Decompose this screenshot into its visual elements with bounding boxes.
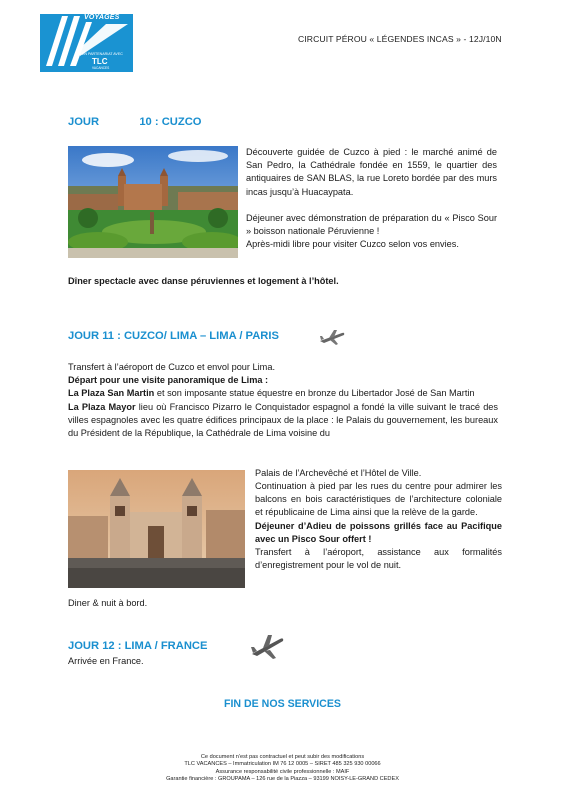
footer-line4: Garantie financière : GROUPAMA – 126 rue de la Piazza – 93199 NOISY-LE-GRAND CEDEX: [166, 776, 399, 783]
day11-night: Diner & nuit à bord.: [68, 598, 148, 608]
plaza-mayor-tail: Palais de l’Archevêché et l’Hôtel de Ville.: [255, 468, 422, 478]
footer: [0, 754, 565, 784]
end-of-services: FIN DE NOS SERVICES: [224, 698, 341, 710]
day10-title: 10 : CUZCO: [139, 116, 202, 128]
day11-heading: JOUR 11 : CUZCO/ LIMA – LIMA / PARIS: [68, 330, 279, 342]
logo-partner-text: EN PARTENARIAT AVEC: [82, 52, 123, 56]
plaza-mayor-text: lieu où Francisco Pizarro le Conquistador espagnol a fondé la ville suivant le tracé des villes espagnoles avec les quatre édifices principaux de la place : le Palais du gouvernement, les bureaux du Président de la République, la Cathédrale de Lima voisine du: [68, 401, 499, 439]
document-title: CIRCUIT PÉROU « LÉGENDES INCAS » - 12J/10N: [298, 34, 502, 44]
logo-voyages-text: VOYAGES: [84, 14, 120, 21]
day11-line1: Transfert à l’aéroport de Cuzco et envol pour Lima.: [68, 362, 275, 372]
lima-cathedral-photo: [68, 470, 245, 588]
plaza-san-martin-title: La Plaza San Martin: [68, 388, 155, 399]
day10-label: JOUR: [68, 116, 100, 128]
plaza-san-martin-paragraph: [68, 387, 498, 400]
cuzco-cathedral-photo: [68, 146, 238, 258]
day12-line: Arrivée en France.: [68, 656, 144, 666]
company-logo: [40, 14, 133, 72]
plaza-mayor-title: La Plaza Mayor: [68, 401, 136, 412]
logo-tlc-text: TLC: [92, 57, 108, 66]
day10-para2: Déjeuner avec démonstration de préparation du « Pisco Sour » boisson nationale Péruvienne !: [246, 212, 497, 237]
footer-line3: Assurance responsabilité civile professionnelle : MAIF: [215, 768, 350, 775]
logo-stripes-icon: [40, 14, 133, 72]
day10-para1: Découverte guidée de Cuzco à pied : le marché animé de San Pedro, la Cathédrale fondée en 1559, le quartier des antiquaires de SAN BLAS, la rue Loreto bordée par des murs incas jusqu’à Huacaypata.: [246, 147, 497, 197]
day12-heading: JOUR 12 : LIMA / FRANCE: [68, 640, 208, 652]
day10-text: [246, 146, 497, 251]
day11-right-text: [255, 480, 502, 572]
plaza-mayor-paragraph: [68, 401, 498, 441]
day11-transfer: Transfert à l’aéroport, assistance aux formalités d’enregistrement pour le vol de nuit.: [255, 547, 502, 571]
footer-line2: TLC VACANCES – Immatriculation IM 76 12 0005 – SIRET 485 325 930 00066: [184, 761, 381, 768]
day10-dinner: Dîner spectacle avec danse péruviennes et logement à l’hôtel.: [68, 276, 339, 286]
footer-line1: Ce document n’est pas contractuel et peut subir des modifications: [200, 754, 365, 760]
logo-vacances-text: VACANCES: [92, 66, 110, 70]
day11-lunch: Déjeuner d’Adieu de poissons grillés face au Pacifique avec un Pisco Sour offert !: [255, 520, 502, 544]
day11-line2: Départ pour une visite panoramique de Lima :: [68, 375, 269, 386]
plane-icon: [249, 632, 285, 660]
day10-heading: [68, 116, 201, 128]
day11-walk: Continuation à pied par les rues du centre pour admirer les balcons en bois caractéristiques de l’architecture coloniale et républicaine de Lima ainsi que la relève de la garde.: [255, 481, 502, 518]
plane-icon: [318, 328, 346, 346]
day10-para3: Après-midi libre pour visiter Cuzco selon vos envies.: [246, 239, 459, 250]
day11-intro: [68, 361, 498, 440]
plaza-san-martin-text: et son imposante statue équestre en bronze du Libertador José de San Martin: [154, 388, 475, 399]
